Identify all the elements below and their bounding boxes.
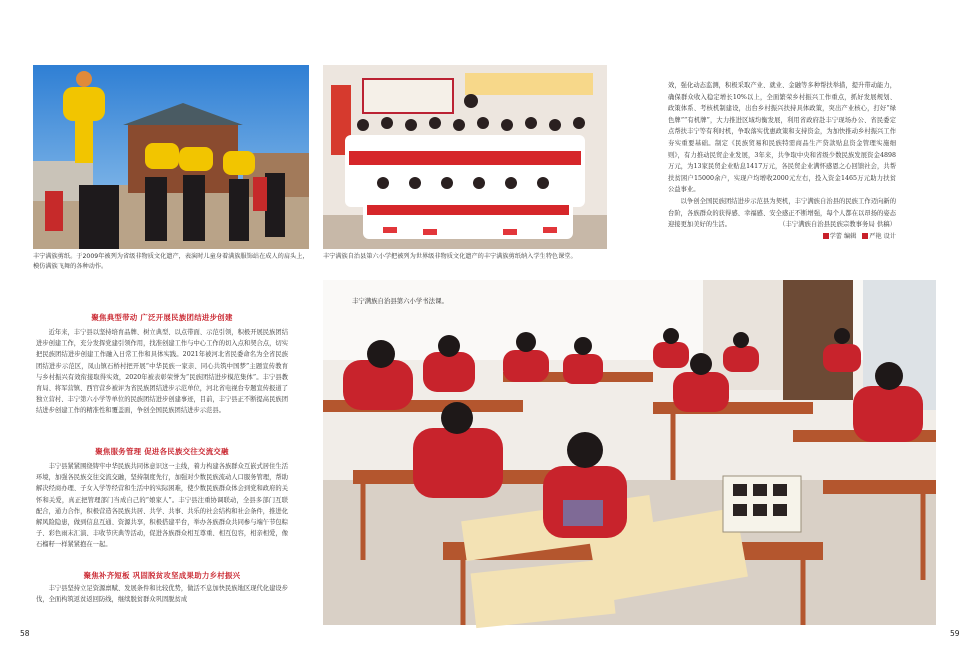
photo-papercut-caption: 丰宁满族自治县第六小学把被列为世界级非物质文化遗产的丰宁满族剪纸纳入学生特色课堂。 bbox=[323, 253, 577, 260]
photo-performers bbox=[33, 65, 309, 249]
right-paragraph-1: 效，强化动态监测，积极采取产业、就业、金融等多种帮扶举措，提升带动能力，确保群众收入稳定增长10%以上，全面繁荣乡村振兴工作重点，抓好发展规划、政策体系、考核机制建设，出台乡村振兴扶持具体政策，突出产业核心，打好“绿色牌”“有机牌”，大力推进区域均衡发展，利用省政府赴丰宁现场办公、省民委定点帮扶丰宁等有利时机，争取落实优惠政策和支持资金，为加快推动乡村振兴工作夯实重要基础。制定《民族贸易和民族特需商品生产贷款贴息资金管理实施细则》，有力推动民贸企业发展，3年来，共争取中央和省级少数民族发展资金4898万元，为13家民贸企业贴息1417万元，各民贸企业满怀感恩之心回馈社会，共帮扶贫困户15000余户，实现户均增收2000元左右，投入资金1465万元助力扶贫公益事业。 bbox=[668, 82, 896, 194]
section3-heading: 聚焦补齐短板 巩固脱贫攻坚成果助力乡村振兴 bbox=[83, 571, 241, 580]
photo-calligraphy-class bbox=[323, 280, 936, 625]
credit-editor-name: 学蕾 bbox=[829, 233, 842, 240]
photo-papercut-class bbox=[323, 65, 607, 249]
article-credits bbox=[668, 231, 896, 240]
page-number-left: 58 bbox=[20, 629, 30, 638]
article-source: （丰宁满族自治县民族宗教事务局 供稿） bbox=[778, 220, 896, 228]
credit-marker-1 bbox=[823, 233, 829, 239]
credit-designer-name: 严艳 bbox=[869, 233, 882, 240]
photo-performers-caption: 丰宁满族剪纸。于2009年被列为省级非物质文化遗产，表演时儿童身着满族服饰站在成人的肩头上，模仿满族飞舞的各种动作。 bbox=[33, 253, 309, 270]
section3-body: 丰宁县坚持立足资源禀赋、发展条件和比较优势，做活不息加快民族地区现代化建设步伐，全面构筑返贫返回防线，继续脱贫群众巩固脱贫成 bbox=[36, 585, 288, 604]
right-paragraph-2: 以争创全国民族团结进步示范县为契机，丰宁满族自治县的民族工作迈向新的台阶，各族群众的获得感、幸福感、安全感正不断增强，每个人都在以昂扬的姿态迎接更加美好的生活。 bbox=[668, 197, 896, 229]
page-number-right: 59 bbox=[950, 629, 960, 638]
photo-calligraphy-caption: 丰宁满族自治县第六小学书法课。 bbox=[352, 297, 448, 305]
section2-heading: 聚焦服务管理 促进各民族交往交流交融 bbox=[95, 447, 229, 456]
credit-marker-2 bbox=[862, 233, 868, 239]
section2-body: 丰宁县紧紧围绕铸牢中华民族共同体意识这一主线，着力构建各族群众互嵌式居住生活环境，加强各民族交往交流交融，坚持制度先行，加强对少数民族流动人口服务管理，帮助解决经商办理、子女入学等经营和生活中的实际困难，使少数民族群众体会到党和政府的关怀和关爱，真正把管理部门当成自己的“娘家人”。丰宁县注重协调联动，全县多部门互联配合，通力合作，积极营造各民族共居、共学、共事、共乐的社会结构和社会条件，推进化解风险隐患，做到信息互通、资源共享，积极搭建平台，举办各族群众共同参与端午节包粽子、彩色雨末汇演、丰收节庆典等活动，促进各族群众相互尊重、相互包容，相亲相爱，像石榴籽一样紧紧抱在一起。 bbox=[36, 463, 288, 549]
section1-body: 近年来，丰宁县以坚持培育品牌、树立典型、以点带面、示范引领，积极开展民族团结进步创建工作，充分发挥党建引领作用，找准创建工作与中心工作的切入点和契合点，切实把民族团结进步创建工作融入日常工作和具体实践。2021年被河北省民委命名为全省民族团结进步示范区，凤山镇石桥村把开展“中华民族一家亲、同心共筑中国梦”主题宣传教育与乡村振兴有效衔接取得实效，2020年被表彰荣誉为“民族团结进步模范集体”。丰宁县教育局、将军营镇、西官营乡被评为省民族团结进步示范单位，河北省电视台专题宣传报道了独立营村、丰宁第六小学等单位的民族团结进步创建事迹，目前，丰宁县正不断提高民族团结进步创建工作的精准性和覆盖面，争创全国民族团结进步示范县。 bbox=[36, 329, 288, 415]
section1-heading: 聚焦典型带动 广泛开展民族团结进步创建 bbox=[91, 313, 233, 322]
credit-editor-role: 编辑 bbox=[843, 233, 857, 240]
credit-designer-role: 设计 bbox=[883, 233, 896, 240]
